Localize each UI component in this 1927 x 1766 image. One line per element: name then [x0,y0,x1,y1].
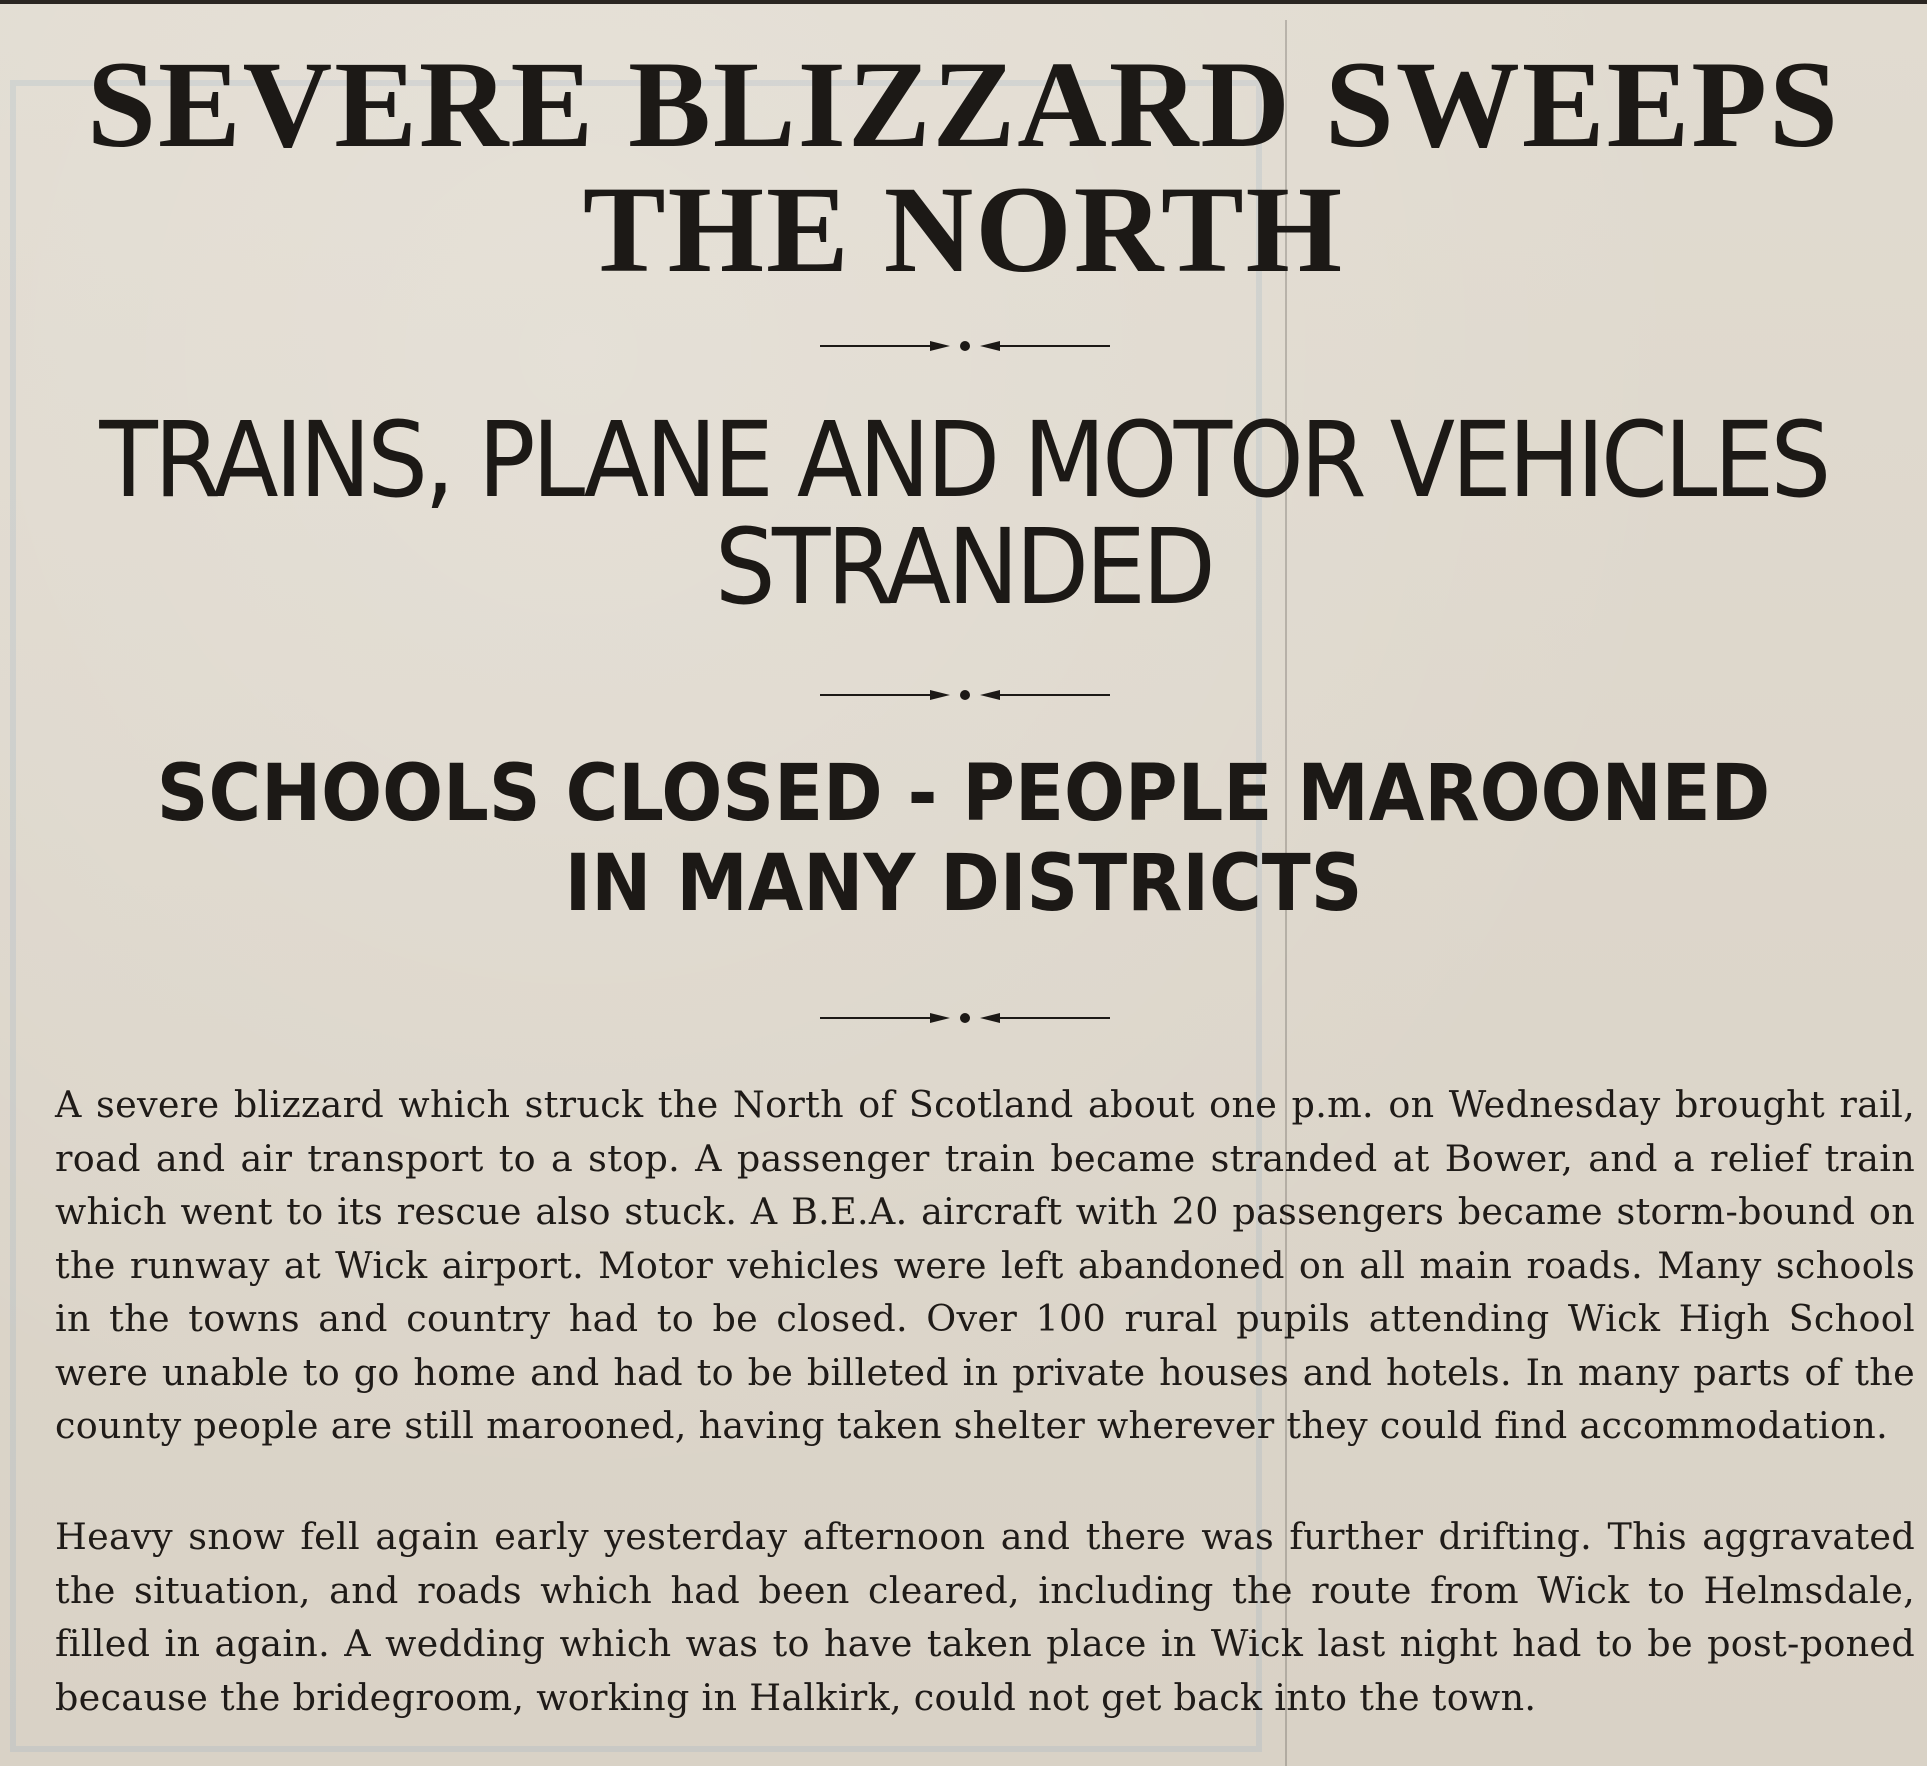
headline-line-2: THE NORTH [582,161,1345,298]
ornament-icon [820,1008,1110,1028]
article-paragraph: A severe blizzard which struck the North of Scotland about one p.m. on Wednesday brought rail, road and air transport to a stop. A passenger train became stranded at Bower, and a relief train which went to its rescue also stuck. A B.E.A. aircraft with 20 passengers became storm-bound on the runway at Wick airport. Motor vehicles were left abandoned on all main roads. Many schools in the towns and country had to be closed. Over 100 rural pupils attending Wick High School were unable to go home and had to be billeted in private houses and hotels. In many parts of the county people are still marooned, having taken shelter wherever they could find accommodation. [55,1083,1915,1447]
headline-line-1: SEVERE BLIZZARD SWEEPS [87,36,1840,173]
subheadline-line-1: TRAINS, PLANE AND MOTOR VEHICLES [99,399,1828,521]
subheadline-line-2: STRANDED [714,506,1213,628]
ornament-icon [820,685,1110,705]
article-paragraph: Heavy snow fell again early yesterday afternoon and there was further drifting. This aggravated the situation, and roads which had been cleared, including the route from Wick to Helmsdale, filled in again. A wedding which was to have taken place in Wick last night had to be post-poned because the bridegroom, working in Halkirk, could not get back into the town. [55,1515,1915,1719]
ornament-icon [820,336,1110,356]
deck-line-1: SCHOOLS CLOSED - PEOPLE MAROONED [156,749,1771,839]
top-rule [0,0,1927,14]
deck-line-2: IN MANY DISTRICTS [564,839,1363,929]
